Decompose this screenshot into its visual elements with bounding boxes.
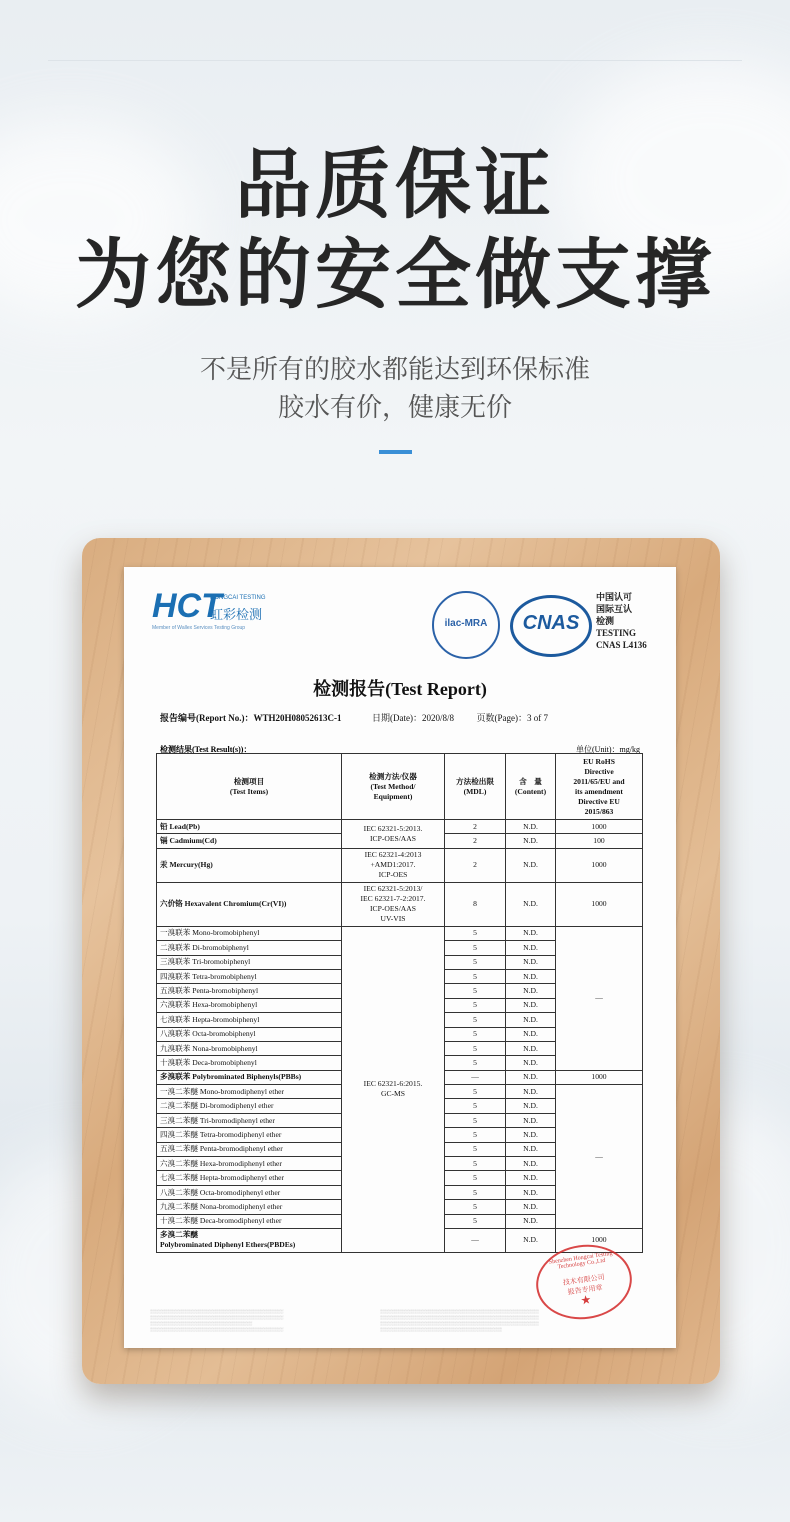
- results-table: [156, 753, 643, 1253]
- test-item: [157, 984, 342, 998]
- test-item: 镉 Cadmium(Cd): [157, 834, 342, 848]
- content-value: N.D.: [506, 1013, 556, 1027]
- item-en: Mono-bromobiphenyl: [192, 928, 260, 938]
- limit-value: 100: [556, 834, 643, 848]
- mdl-value: 5: [445, 1185, 506, 1199]
- content-value: N.D.: [506, 984, 556, 998]
- content-value: N.D.: [506, 882, 556, 926]
- test-item: 多溴联苯 Polybrominated Biphenyls(PBBs): [157, 1070, 342, 1084]
- mdl-value: 5: [445, 926, 506, 940]
- table-row: [157, 926, 643, 940]
- item-cn: 二溴联苯: [160, 942, 191, 952]
- item-cn: 四溴二苯醚: [160, 1129, 198, 1139]
- content-value: N.D.: [506, 1157, 556, 1171]
- test-item: [157, 969, 342, 983]
- limit-value: 1000: [556, 820, 643, 834]
- mdl-value: 5: [445, 1142, 506, 1156]
- unit-label: 单位(Unit)：mg/kg: [576, 745, 640, 754]
- mdl-value: 5: [445, 1056, 506, 1070]
- hct-logo: HCT HONGCAI TESTING 虹彩检测 Member of Wallex Services Testing Group: [152, 587, 266, 631]
- test-item: [157, 941, 342, 955]
- test-item: [157, 1228, 342, 1252]
- content-value: N.D.: [506, 941, 556, 955]
- item-cn: 四溴联苯: [160, 971, 191, 981]
- item-en: Di-bromodiphenyl ether: [199, 1101, 274, 1111]
- official-stamp: Shenzhen Hongcai Testing Technology Co.,Ltd 技术有限公司 报告专用章 ★: [531, 1239, 636, 1326]
- content-value: N.D.: [506, 1056, 556, 1070]
- mdl-value: 5: [445, 1200, 506, 1214]
- limit-value: —: [556, 1085, 643, 1229]
- content-value: N.D.: [506, 1171, 556, 1185]
- test-item: [157, 1185, 342, 1199]
- item-en: Penta-bromodiphenyl ether: [199, 1144, 283, 1154]
- column-header-content: 含 量 (Content): [506, 754, 556, 820]
- item-cn: 多溴二苯醚: [160, 1230, 198, 1240]
- item-en: Hexa-bromobiphenyl: [192, 1000, 258, 1010]
- mdl-value: 5: [445, 1085, 506, 1099]
- mdl-value: 2: [445, 834, 506, 848]
- mdl-value: 5: [445, 1099, 506, 1113]
- report-meta: 报告编号(Report No.)：WTH20H08052613C-1 日期(Date)：2020/8/8 页数(Page)：3 of 7: [160, 713, 549, 723]
- test-item: [157, 1041, 342, 1055]
- limit-value: 1000: [556, 882, 643, 926]
- mdl-value: 5: [445, 1171, 506, 1185]
- item-cn: 五溴联苯: [160, 986, 191, 996]
- content-value: N.D.: [506, 998, 556, 1012]
- results-label: 检测结果(Test Result(s))：: [160, 745, 252, 754]
- test-report-document: HCT HONGCAI TESTING 虹彩检测 Member of Wallex Services Testing Group ilac-MRA CNAS 中国认可 国际互认 检测 TESTING CNAS L4136 检测报告(Test Report) 报告编号(Report No.)：WTH20H08052613C-1 日期(Date)：2020/8/8 页数(Page)：3 of 7 检测结果(Test Result(s))： 单位(Unit)：mg/kg 检测项目 (Test Items) 检测方法/仪器 (Test Method/ Equipment) 方法检出限 (MDL) 含 量 (Content) EU RoHS Directive 2011/65/EU and its amendment Directive EU 2015/863 铅 Lead(Pb) IEC 62321-5:2013. ICP-OES/AAS 2 N.D. 1000 镉 Cadmium(Cd) 2 N.D. 100 汞 Mercury(Hg) IEC 62321-4:2013 +AMD1:2017. ICP-OES 2 N.D. 1000 六价铬 Hexavalent Chromium(Cr(VI)) IEC 62321-5:2013/ IEC 62321-7-2:2017. ICP-OES/AAS UV-VIS 8 N.D. 1000 一溴联苯 Mono-bromobiphenyl IEC 62321-6:2015. GC-MS 5 N.D. — 二溴联苯 Di-bromobiphenyl 5 N.D. 三溴联苯 Tri-bromobiphenyl 5 N.D. 四溴联苯 Tetra-bromobiphenyl 5 N.D. 五溴联苯 Penta-bromobiphenyl 5 N.D. 六溴联苯 Hexa-bromobiphenyl 5 N.D. 七溴联苯 Hepta-bromobiphenyl 5 N.D. 八溴联苯 Octa-bromobiphenyl 5 N.D. 九溴联苯 Nona-bromobiphenyl 5 N.D. 十溴联苯 Deca-bromobiphenyl 5 N.D. 多溴联苯 Polybrominated Biphenyls(PBBs) — N.D. 1000 一溴二苯醚 Mono-bromodiphenyl ether 5 N.D. — 二溴二苯醚 Di-bromodiphenyl ether 5 N.D. 三溴二苯醚 Tri-bromodiphenyl ether 5 N.D. 四溴二苯醚 Tetra-bromodiphenyl ether 5 N.D. 五溴二苯醚 Penta-bromodiphenyl ether 5 N.D. 六溴二苯醚 Hexa-bromodiphenyl ether 5 N.D. 七溴二苯醚 Hepta-bromodiphenyl ether 5 N.D. 八溴二苯醚 Octa-bromodiphenyl ether 5 N.D. 九溴二苯醚 Nona-bromodiphenyl ether 5 N.D. 十溴二苯醚 Deca-bromodiphenyl ether 5 N.D. 多溴二苯醚 Polybrominated Diphenyl Ethers(PBDEs) — N.D. 1000 Shenzhen Hongcai Testing Technology Co.,Ltd 技术有限公司 报告专用章 ★ ░░░░░░░░░░░░░░░░░░░░░░░░░░░░░░░░░░░░░░░░░░░░░░░ ░░░░░░░░░░░░░░░░░░░░░░░░░░░░░░░░░░░░░░░░░░░░░░░ ░░░░░░░░░░░░░░░░░░░░░░░░░░░░░░░░░░░░ ░░░░░░░░░░░░░░░░░░░░░░░░░░░░░░░░░░░░░░░░░░░░░░░ ░░░░░░░░░░░░░░░░░░░░░░░░░░░░░░░░░░░░░░░░░░░░░░░░░░░░░░░░ ░░░░░░░░░░░░░░░░░░░░░░░░░░░░░░░░░░░░░░░░░░░░░░░░░░░░░░░░ ░░░░░░░░░░░░░░░░░░░░░░░░░░░░░░░░░░░░░░░░░░░░░░░░░░░░░░░░ ░░░░░░░░░░░░░░░░░░░░░░░░░░░░░░░░░░░░░░░░░░░: [124, 567, 676, 1348]
- item-en: Octa-bromodiphenyl ether: [199, 1187, 281, 1197]
- mdl-value: 2: [445, 820, 506, 834]
- content-value: N.D.: [506, 1099, 556, 1113]
- mdl-value: —: [445, 1070, 506, 1084]
- item-cn: 七溴联苯: [160, 1014, 191, 1024]
- column-header-item: 检测项目 (Test Items): [157, 754, 342, 820]
- item-en: Hepta-bromobiphenyl: [192, 1014, 260, 1024]
- table-row: [157, 882, 643, 926]
- cnas-logo: CNAS: [510, 595, 592, 657]
- content-value: N.D.: [506, 820, 556, 834]
- limit-value: —: [556, 926, 643, 1070]
- content-value: N.D.: [506, 1041, 556, 1055]
- item-cn: 一溴联苯: [160, 928, 191, 938]
- mdl-value: 8: [445, 882, 506, 926]
- item-cn: 十溴联苯: [160, 1057, 191, 1067]
- item-cn: 六溴二苯醚: [160, 1158, 198, 1168]
- item-en: Hepta-bromodiphenyl ether: [199, 1173, 285, 1183]
- content-value: N.D.: [506, 848, 556, 882]
- mdl-value: 5: [445, 1214, 506, 1228]
- test-item: [157, 1171, 342, 1185]
- content-value: N.D.: [506, 834, 556, 848]
- item-en: Di-bromobiphenyl: [192, 942, 249, 952]
- mdl-value: 5: [445, 1041, 506, 1055]
- column-header-limit: EU RoHS Directive 2011/65/EU and its amendment Directive EU 2015/863: [556, 754, 643, 820]
- content-value: N.D.: [506, 1128, 556, 1142]
- test-method: IEC 62321-6:2015. GC-MS: [342, 926, 445, 1252]
- item-cn: 六溴联苯: [160, 1000, 191, 1010]
- content-value: N.D.: [506, 1214, 556, 1228]
- limit-value: 1000: [556, 1228, 643, 1252]
- test-item: [157, 1157, 342, 1171]
- item-en: Tetra-bromobiphenyl: [192, 971, 257, 981]
- item-en: Tetra-bromodiphenyl ether: [199, 1129, 282, 1139]
- item-cn: 八溴联苯: [160, 1029, 191, 1039]
- test-item: [157, 1200, 342, 1214]
- item-cn: 九溴联苯: [160, 1043, 191, 1053]
- column-header-mdl: 方法检出限 (MDL): [445, 754, 506, 820]
- test-method: IEC 62321-5:2013/ IEC 62321-7-2:2017. ICP-OES/AAS UV-VIS: [342, 882, 445, 926]
- item-cn: 九溴二苯醚: [160, 1201, 198, 1211]
- item-en: Tri-bromobiphenyl: [192, 957, 251, 967]
- content-value: N.D.: [506, 955, 556, 969]
- content-value: N.D.: [506, 1085, 556, 1099]
- test-item: [157, 955, 342, 969]
- test-method: IEC 62321-4:2013 +AMD1:2017. ICP-OES: [342, 848, 445, 882]
- content-value: N.D.: [506, 1142, 556, 1156]
- item-cn: 二溴二苯醚: [160, 1101, 198, 1111]
- mdl-value: 5: [445, 1157, 506, 1171]
- test-item: [157, 1056, 342, 1070]
- content-value: N.D.: [506, 1027, 556, 1041]
- item-cn: 七溴二苯醚: [160, 1173, 198, 1183]
- test-item: [157, 1214, 342, 1228]
- mdl-value: 5: [445, 969, 506, 983]
- test-item: [157, 1099, 342, 1113]
- test-item: 六价铬 Hexavalent Chromium(Cr(VI)): [157, 882, 342, 926]
- headline-line1: 品质保证: [235, 140, 555, 229]
- mdl-value: 5: [445, 955, 506, 969]
- mdl-value: 5: [445, 1027, 506, 1041]
- table-header-row: [157, 754, 643, 820]
- table-row: [157, 848, 643, 882]
- test-item: [157, 926, 342, 940]
- column-header-method: 检测方法/仪器 (Test Method/ Equipment): [342, 754, 445, 820]
- test-item: [157, 1128, 342, 1142]
- content-value: N.D.: [506, 1228, 556, 1252]
- content-value: N.D.: [506, 1070, 556, 1084]
- item-cn: 三溴二苯醚: [160, 1115, 198, 1125]
- test-item: [157, 1027, 342, 1041]
- mdl-value: 5: [445, 1113, 506, 1127]
- limit-value: 1000: [556, 1070, 643, 1084]
- content-value: N.D.: [506, 1113, 556, 1127]
- item-cn: 一溴二苯醚: [160, 1086, 198, 1096]
- item-en: Polybrominated Diphenyl Ethers(PBDEs): [160, 1240, 296, 1250]
- report-title: 检测报告(Test Report): [313, 679, 487, 699]
- ilac-mra-logo: ilac-MRA: [432, 591, 500, 659]
- test-item: [157, 998, 342, 1012]
- mdl-value: 5: [445, 941, 506, 955]
- test-item: 汞 Mercury(Hg): [157, 848, 342, 882]
- table-row: [157, 820, 643, 834]
- accent-bar: [379, 450, 412, 454]
- test-method: IEC 62321-5:2013. ICP-OES/AAS: [342, 820, 445, 849]
- content-value: N.D.: [506, 1200, 556, 1214]
- mdl-value: 2: [445, 848, 506, 882]
- item-en: Hexa-bromodiphenyl ether: [199, 1158, 282, 1168]
- item-en: Octa-bromobiphenyl: [192, 1029, 256, 1039]
- content-value: N.D.: [506, 926, 556, 940]
- item-cn: 五溴二苯醚: [160, 1144, 198, 1154]
- mdl-value: 5: [445, 998, 506, 1012]
- test-item: [157, 1113, 342, 1127]
- subtitle-line1: 不是所有的胶水都能达到环保标准: [199, 355, 590, 385]
- item-en: Deca-bromobiphenyl: [192, 1057, 257, 1067]
- mdl-value: 5: [445, 984, 506, 998]
- test-item: 铅 Lead(Pb): [157, 820, 342, 834]
- cnas-accreditation-text: 中国认可 国际互认 检测 TESTING CNAS L4136: [596, 592, 647, 650]
- subtitle-line2: 胶水有价，健康无价: [277, 393, 512, 423]
- item-en: Nona-bromobiphenyl: [192, 1043, 258, 1053]
- item-en: Tri-bromodiphenyl ether: [199, 1115, 275, 1125]
- content-value: N.D.: [506, 969, 556, 983]
- mdl-value: —: [445, 1228, 506, 1252]
- item-cn: 三溴联苯: [160, 957, 191, 967]
- mdl-value: 5: [445, 1128, 506, 1142]
- test-item: [157, 1013, 342, 1027]
- item-en: Deca-bromodiphenyl ether: [199, 1216, 282, 1226]
- top-divider: [48, 60, 742, 61]
- item-en: Penta-bromobiphenyl: [192, 986, 259, 996]
- item-en: Nona-bromodiphenyl ether: [199, 1201, 283, 1211]
- item-cn: 十溴二苯醚: [160, 1216, 198, 1226]
- mdl-value: 5: [445, 1013, 506, 1027]
- test-item: [157, 1085, 342, 1099]
- item-cn: 八溴二苯醚: [160, 1187, 198, 1197]
- test-item: [157, 1142, 342, 1156]
- item-en: Mono-bromodiphenyl ether: [199, 1086, 285, 1096]
- content-value: N.D.: [506, 1185, 556, 1199]
- limit-value: 1000: [556, 848, 643, 882]
- headline-line2: 为您的安全做支撑: [75, 230, 715, 319]
